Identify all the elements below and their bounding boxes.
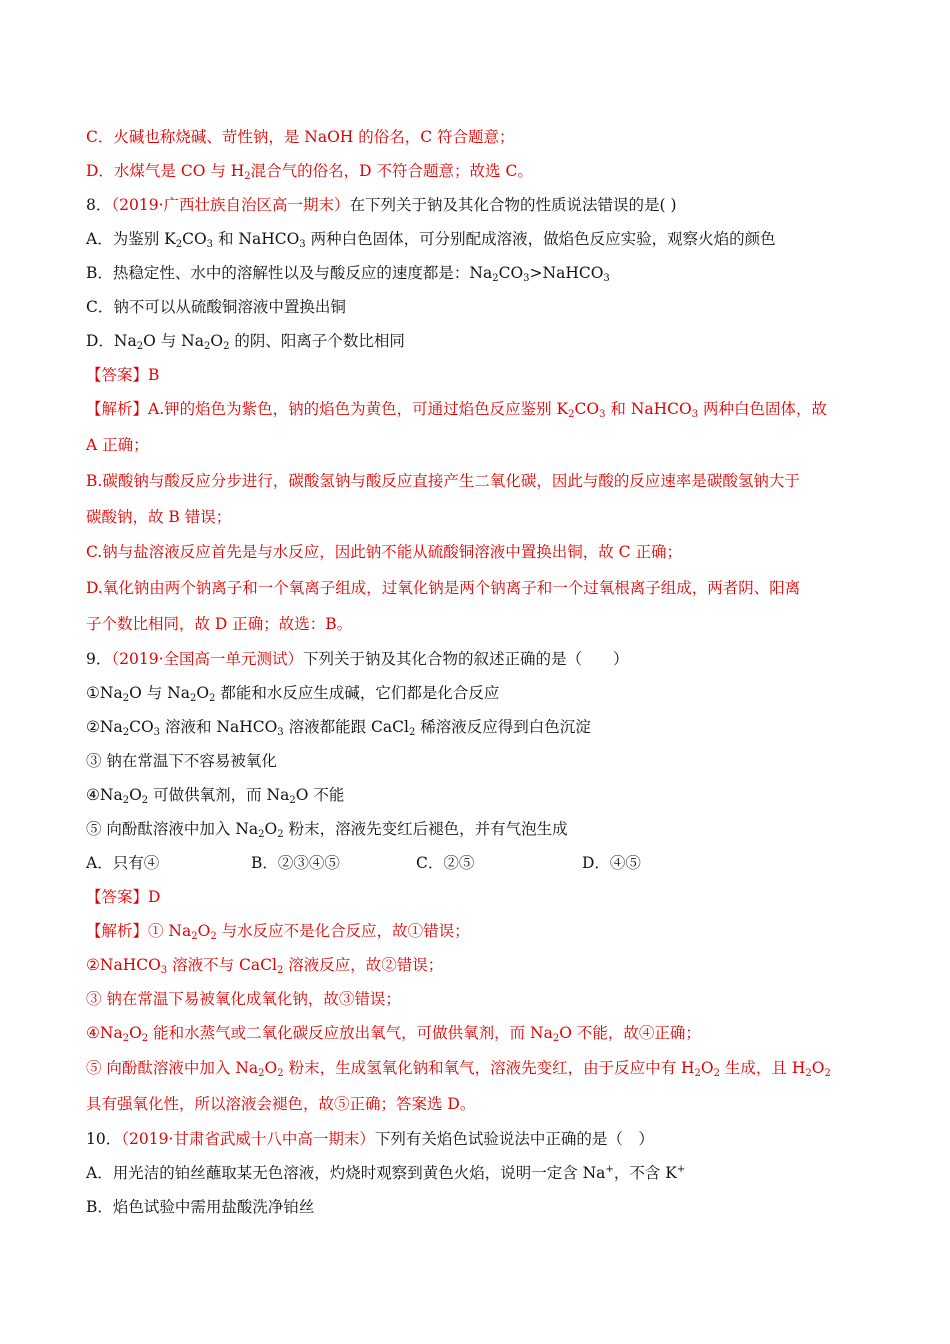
q9-statement-3: ③ 钠在常温下不容易被氧化 bbox=[86, 752, 277, 770]
q8-option-d: D．$Na_2O$ 与 $Na_2O_2$ 的阴、阳离子个数比相同 bbox=[86, 332, 405, 352]
q8-analysis-line: C.钠与盐溶液反应首先是与水反应，因此钠不能从硫酸铜溶液中置换出铜，故 C 正确； bbox=[86, 543, 682, 561]
q10-option-a: A．用光洁的铂丝蘸取某无色溶液，灼烧时观察到黄色火焰，说明一定含 Na+，不含 K+ bbox=[86, 1164, 686, 1182]
q9-statement-4: $④Na_2O_2$ 可做供氧剂，而 $Na_2O$ 不能 bbox=[86, 786, 345, 806]
q8-analysis-line: A 正确； bbox=[86, 436, 149, 454]
q10-option-b: B．焰色试验中需用盐酸洗净铂丝 bbox=[86, 1198, 315, 1216]
q10-source: （2019·甘肃省武威十八中高一期末） bbox=[121, 1130, 375, 1148]
q9-analysis-line: ③ 钠在常温下易被氧化成氧化钠，故③错误； bbox=[86, 990, 401, 1008]
q8-analysis-line: 子个数比相同，故 D 正确；故选：B。 bbox=[86, 615, 353, 633]
q9-answer: 【答案】D bbox=[86, 888, 161, 906]
q9-analysis-line: ②NaHCO$_3$ 溶液不与 CaCl$_2$ 溶液反应，故②错误； bbox=[86, 956, 444, 976]
q9-statement-1: $①Na_2O$ 与 $Na_2O_2$ 都能和水反应生成碱，它们都是化合反应 bbox=[86, 684, 500, 704]
q8-analysis-line: D.氧化钠由两个钠离子和一个氧离子组成，过氧化钠是两个钠离子和一个过氧根离子组成，两者阴、阳离 bbox=[86, 579, 801, 597]
q9-source: （2019·全国高一单元测试） bbox=[111, 650, 303, 668]
q9-statement-2: $②Na_2CO_3$ 溶液和 NaHCO$_3$ 溶液都能跟 CaCl$_2$ 稀溶液反应得到白色沉淀 bbox=[86, 718, 591, 738]
q9-option-b: B．②③④⑤ bbox=[251, 854, 340, 872]
q9-option-a: A．只有④ bbox=[86, 854, 160, 872]
q9-analysis: 【解析】① $Na_2O_2$ 与水反应不是化合反应，故①错误； bbox=[86, 922, 470, 942]
q9-options bbox=[86, 852, 864, 874]
q8-stem: 8．（2019·广西壮族自治区高一期末）在下列关于钠及其化合物的性质说法错误的是( ) bbox=[86, 196, 677, 214]
q9-stem: 9．（2019·全国高一单元测试）下列关于钠及其化合物的叙述正确的是（ ） bbox=[86, 650, 629, 668]
q8-option-b: B．热稳定性、水中的溶解性以及与酸反应的速度都是：$Na_2CO_3>NaHCO_3$ bbox=[86, 264, 610, 284]
q7-option-c-analysis: C．火碱也称烧碱、苛性钠，是 NaOH 的俗名，C 符合题意； bbox=[86, 128, 515, 146]
q10-stem: 10．（2019·甘肃省武威十八中高一期末）下列有关焰色试验说法中正确的是（ ） bbox=[86, 1130, 654, 1148]
q9-analysis-line: 具有强氧化性，所以溶液会褪色，故⑤正确；答案选 D。 bbox=[86, 1095, 476, 1113]
q9-analysis-line: $④Na_2O_2$ 能和水蒸气或二氧化碳反应放出氧气，可做供氧剂，而 $Na_2O$ 不能，故④正确； bbox=[86, 1024, 701, 1044]
q8-analysis-line: 碳酸钠，故 B 错误； bbox=[86, 508, 232, 526]
q8-source: （2019·广西壮族自治区高一期末） bbox=[111, 196, 350, 214]
q9-option-c: C．②⑤ bbox=[416, 854, 475, 872]
q8-analysis: 【解析】A.钾的焰色为紫色，钠的焰色为黄色，可通过焰色反应鉴别 $K_2CO_3$ 和 NaHCO$_3$ 两种白色固体，故 bbox=[86, 400, 828, 420]
q7-option-d-analysis: D．水煤气是 CO 与 $H_2$混合气的俗名，D 不符合题意；故选 C。 bbox=[86, 162, 533, 182]
q9-statement-5: ⑤ 向酚酞溶液中加入 $Na_2O_2$ 粉末，溶液先变红后褪色，并有气泡生成 bbox=[86, 820, 568, 840]
q8-answer: 【答案】B bbox=[86, 366, 160, 384]
q9-option-d: D．④⑤ bbox=[582, 854, 641, 872]
q9-analysis-line: ⑤ 向酚酞溶液中加入 $Na_2O_2$ 粉末，生成氢氧化钠和氧气，溶液先变红，由于反应中有 $H_2O_2$ 生成，且 $H_2O_2$ bbox=[86, 1059, 831, 1079]
q8-option-a: A．为鉴别 $K_2CO_3$ 和 NaHCO$_3$ 两种白色固体，可分别配成溶液，做焰色反应实验，观察火焰的颜色 bbox=[86, 230, 776, 250]
q8-analysis-line: B.碳酸钠与酸反应分步进行，碳酸氢钠与酸反应直接产生二氧化碳，因此与酸的反应速率是碳酸氢钠大于 bbox=[86, 472, 800, 490]
q8-option-c: C．钠不可以从硫酸铜溶液中置换出铜 bbox=[86, 298, 346, 316]
